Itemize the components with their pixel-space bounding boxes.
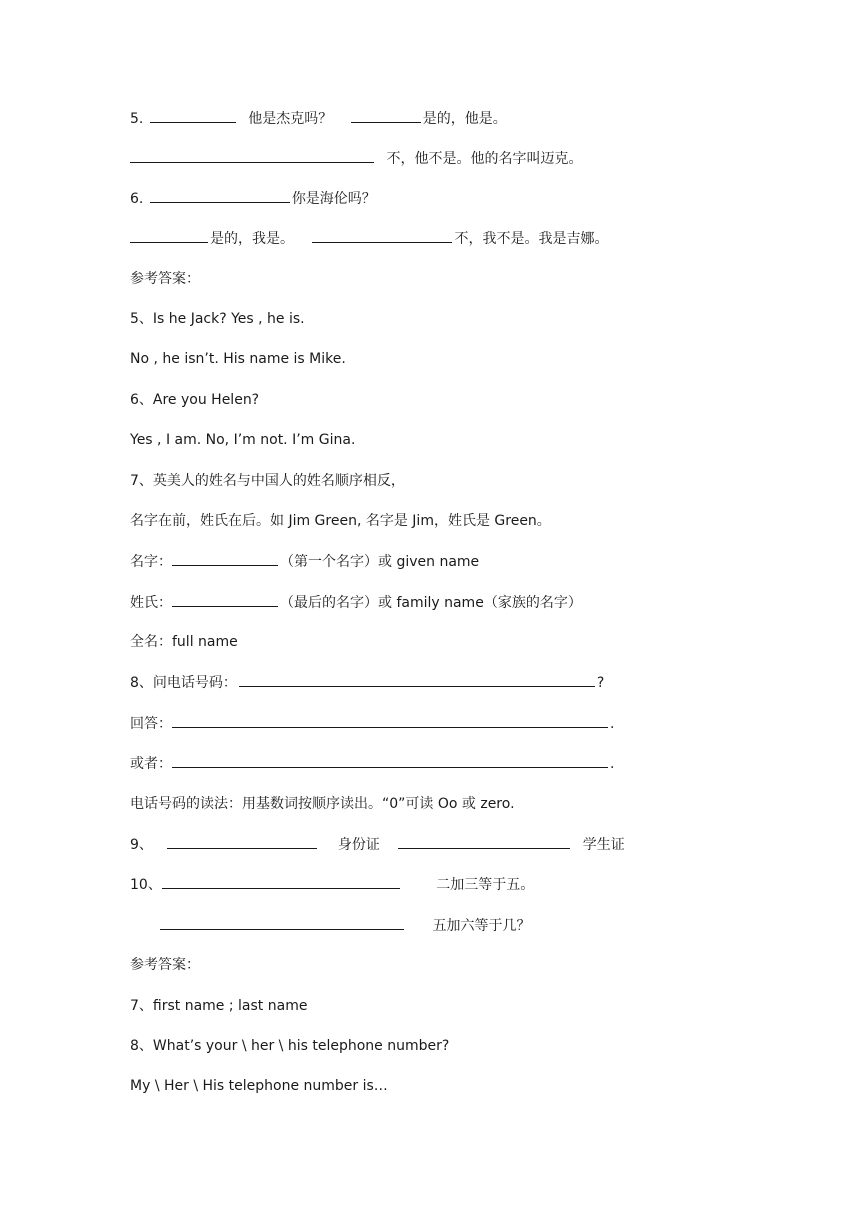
given-name-line <box>130 551 479 572</box>
answer-blank[interactable] <box>351 108 421 123</box>
question-text: 学生证 <box>582 837 625 853</box>
field-label: 或者： <box>130 756 172 772</box>
or-phone-line <box>130 753 614 774</box>
answer-blank[interactable] <box>172 753 608 768</box>
answer-blank[interactable] <box>398 834 570 849</box>
full-name-line: 全名：full name <box>130 634 238 650</box>
answer-blank[interactable] <box>150 108 236 123</box>
question-text: 是的，我是。 <box>210 231 294 247</box>
answer-line: No , he isn’t. His name is Mike. <box>130 351 346 367</box>
question-number: 9、 <box>130 837 153 853</box>
phone-note-line: 电话号码的读法：用基数词按顺序读出。“0”可读 Oo 或 zero. <box>130 796 515 812</box>
question-number: 5. <box>130 111 144 127</box>
answer-heading: 参考答案： <box>130 271 200 287</box>
question-number: 10、 <box>130 877 162 893</box>
answer-blank[interactable] <box>162 874 400 889</box>
question-5-line-1 <box>130 108 507 129</box>
answer-line: Yes , I am. No, I’m not. I’m Gina. <box>130 432 356 448</box>
answer-blank[interactable] <box>172 551 278 566</box>
question-text: 身份证 <box>337 837 380 853</box>
field-label: 姓氏： <box>130 595 172 611</box>
answer-line: 8、What’s your \ her \ his telephone number? <box>130 1038 450 1054</box>
section-7-line: 名字在前，姓氏在后。如 Jim Green, 名字是 Jim，姓氏是 Green。 <box>130 513 551 529</box>
punctuation: ? <box>596 675 605 691</box>
question-text: 五加六等于几？ <box>432 918 531 934</box>
answer-blank[interactable] <box>130 148 374 163</box>
question-text: 不，我不是。我是吉娜。 <box>454 231 609 247</box>
answer-blank[interactable] <box>312 228 452 243</box>
punctuation: . <box>610 716 615 732</box>
answer-line: 5、Is he Jack? Yes , he is. <box>130 311 305 327</box>
section-10-line-1 <box>130 874 534 895</box>
answer-line: 6、Are you Helen? <box>130 392 260 408</box>
answer-blank[interactable] <box>172 592 278 607</box>
question-number: 6. <box>130 191 144 207</box>
answer-blank[interactable] <box>239 672 595 687</box>
family-name-line <box>130 592 582 613</box>
field-text: （第一个名字）或 given name <box>280 554 480 570</box>
section-9-line <box>130 834 625 855</box>
field-label: 名字： <box>130 554 172 570</box>
question-text: 他是杰克吗？ <box>248 111 333 127</box>
answer-line: 7、first name ; last name <box>130 998 308 1014</box>
answer-blank[interactable] <box>160 915 404 930</box>
ask-phone-line <box>130 672 604 693</box>
field-label: 8、问电话号码： <box>130 675 237 691</box>
answer-heading: 参考答案： <box>130 957 200 973</box>
section-10-line-2 <box>160 915 530 936</box>
answer-line: My \ Her \ His telephone number is… <box>130 1078 388 1094</box>
field-text: （最后的名字）或 family name（家族的名字） <box>280 595 582 611</box>
question-6-line-1 <box>130 188 376 209</box>
question-text: 不，他不是。他的名字叫迈克。 <box>386 151 583 167</box>
answer-blank[interactable] <box>172 713 608 728</box>
section-7-line: 7、英美人的姓名与中国人的姓名顺序相反， <box>130 473 405 489</box>
answer-blank[interactable] <box>150 188 290 203</box>
question-5-line-2 <box>130 148 582 169</box>
answer-phone-line <box>130 713 614 734</box>
question-text: 是的，他是。 <box>422 111 507 127</box>
question-text: 二加三等于五。 <box>436 877 535 893</box>
answer-blank[interactable] <box>167 834 317 849</box>
question-6-line-2 <box>130 228 608 249</box>
answer-blank[interactable] <box>130 228 208 243</box>
field-label: 回答： <box>130 716 172 732</box>
punctuation: . <box>610 756 615 772</box>
question-text: 你是海伦吗？ <box>291 191 376 207</box>
